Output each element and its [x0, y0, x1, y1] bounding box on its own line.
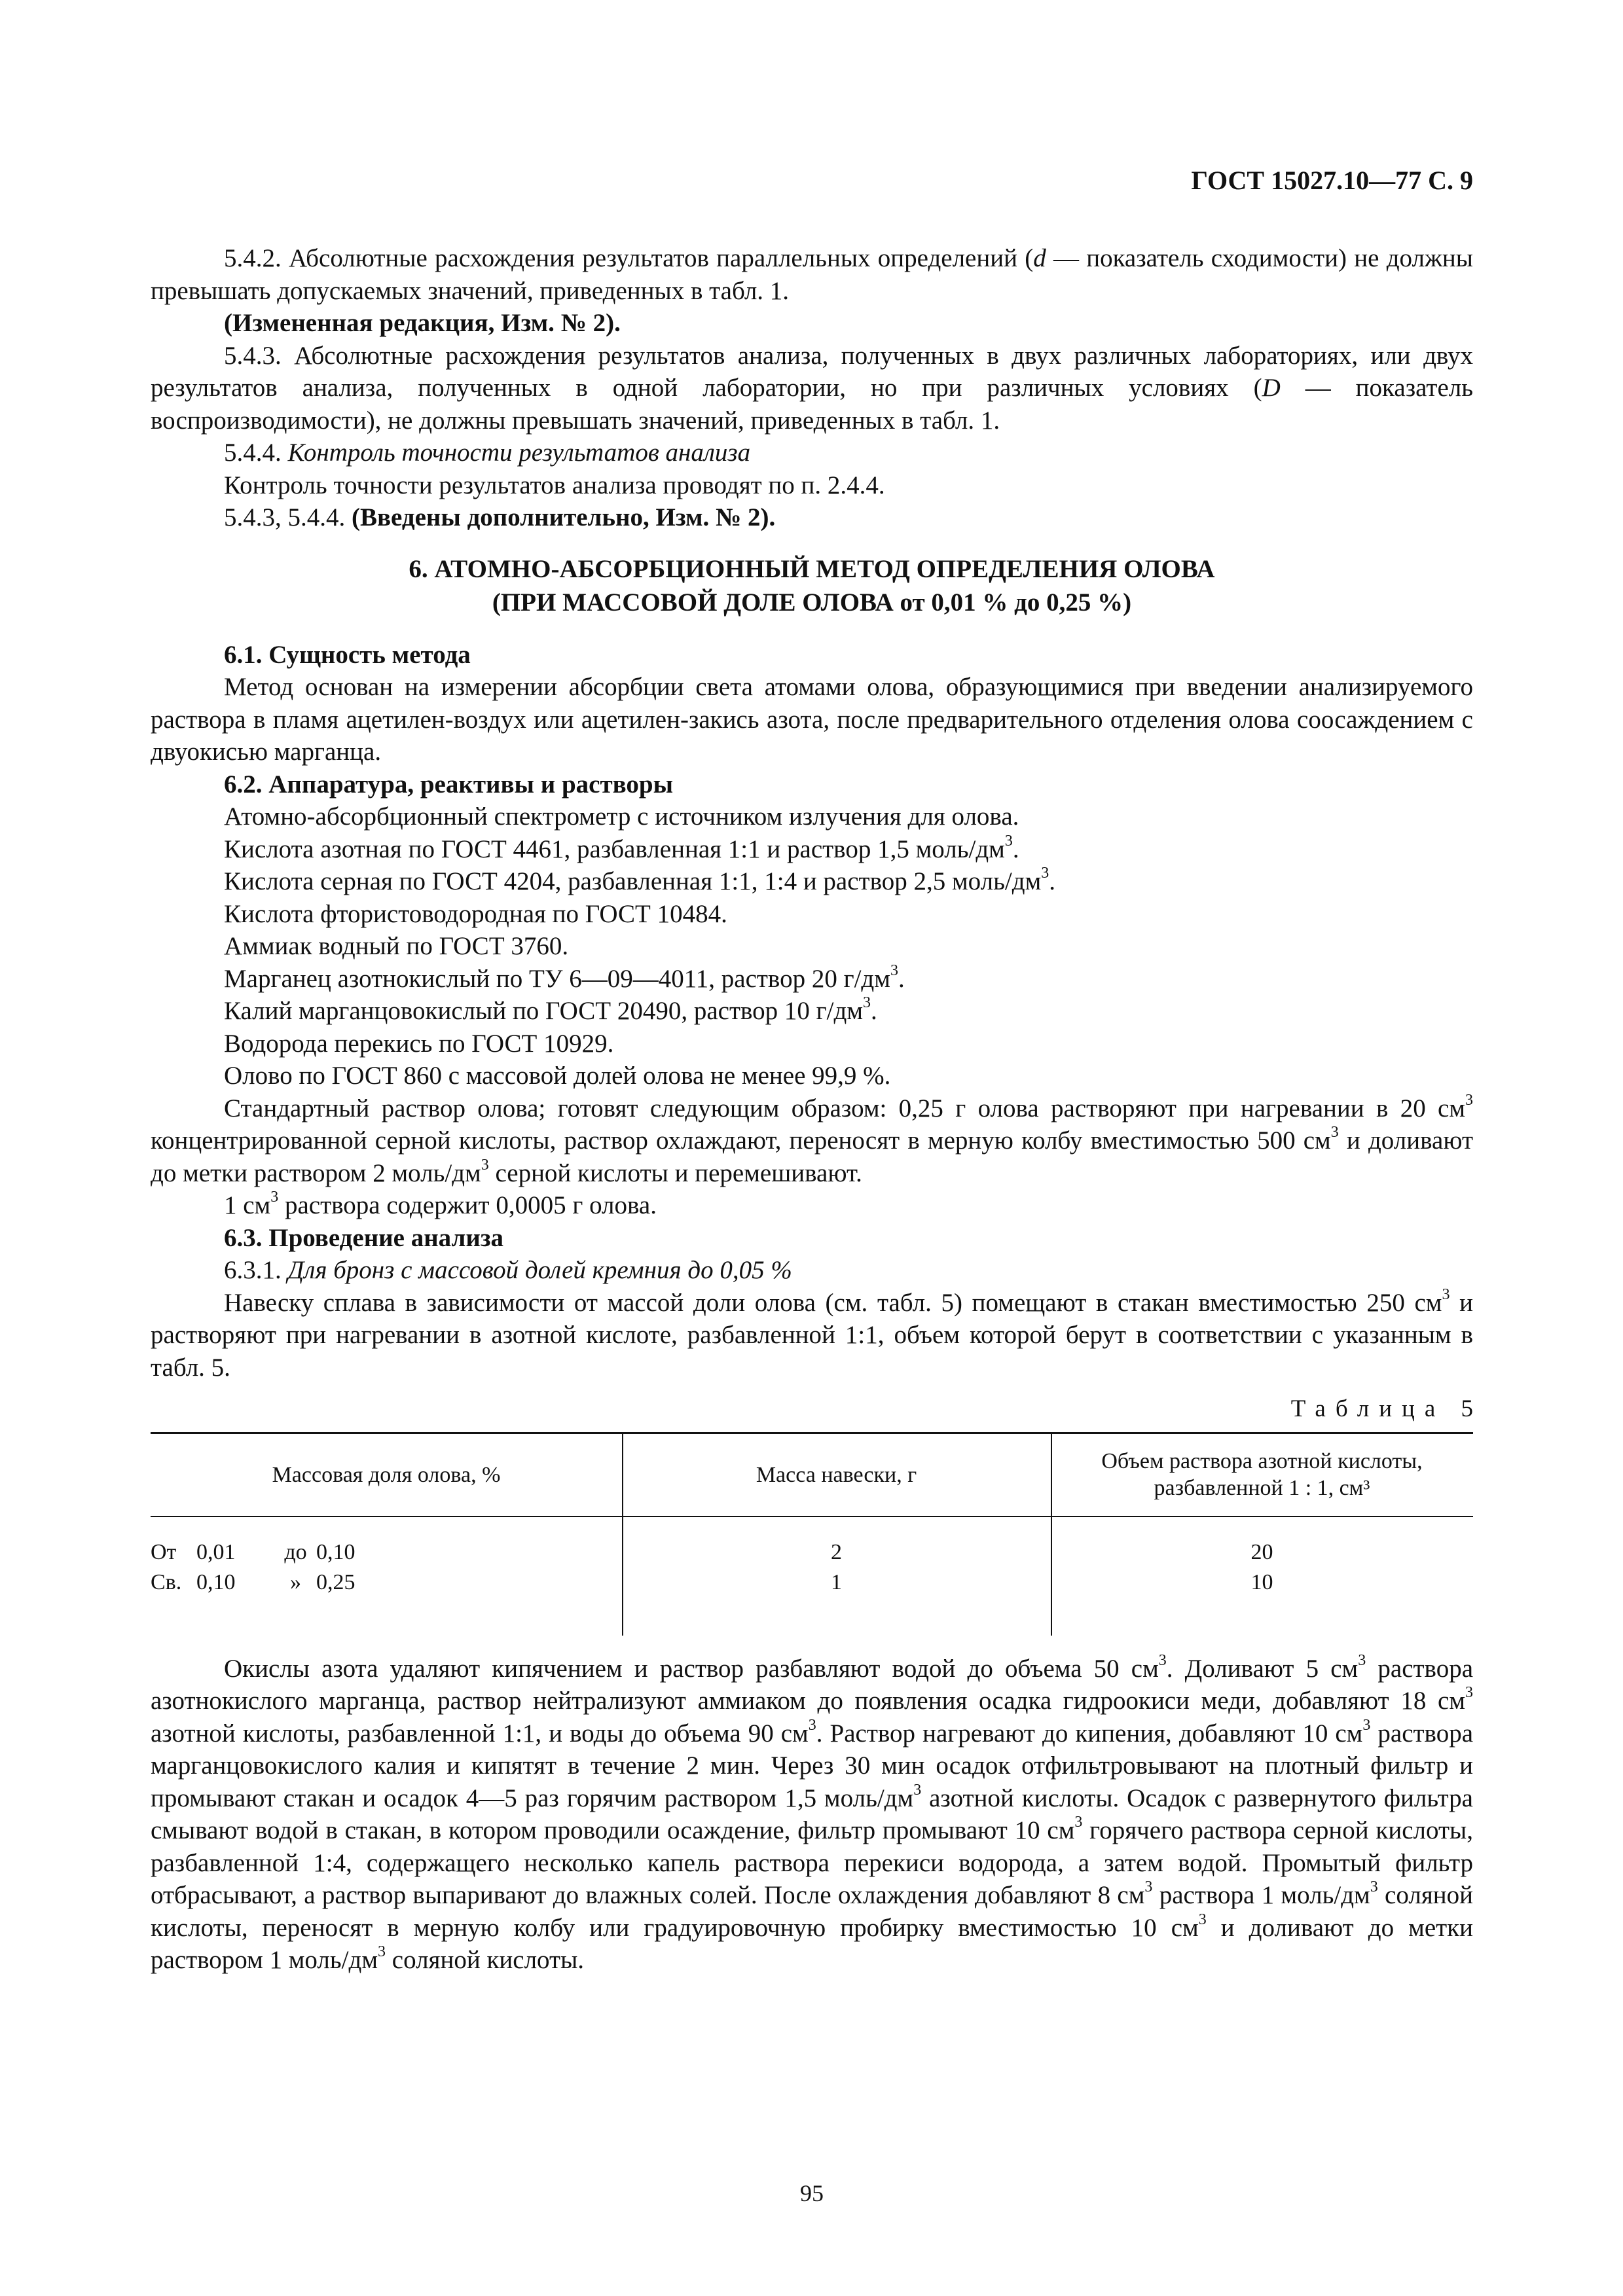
superscript: 3	[1074, 1814, 1083, 1831]
reagent-item	[151, 963, 1473, 996]
reagent-item: Водорода перекись по ГОСТ 10929.	[224, 1029, 614, 1058]
procedure-paragraph	[151, 1653, 1473, 1977]
table-row	[151, 1569, 1473, 1596]
reagent-item: Кислота фтористоводородная по ГОСТ 10484.	[224, 899, 727, 928]
superscript: 3	[913, 1781, 922, 1799]
table-5	[151, 1432, 1473, 1636]
text: — показатель воспроизводимости), не должны превышать значений, приведенных в табл. 1.	[151, 374, 1473, 435]
table-row	[151, 1539, 1473, 1566]
text: раствора азотнокислого марганца, раствор нейтрализуют аммиаком до появления осадка гидроокиси меди, добавляют 18 см	[151, 1654, 1474, 1715]
superscript: 3	[1004, 832, 1013, 850]
text: 5.4.3. Абсолютные расхождения результатов анализа, полученных в двух различных лабораториях, или двух результатов анализа, полученных в одной лаборатории, но при различных условиях (	[151, 341, 1473, 402]
table-cell: »	[290, 1570, 301, 1594]
text: соляной кислоты, переносят в мерную колбу или градуировочную пробирку вместимостью 10 см	[151, 1881, 1473, 1942]
amendment-note: (Измененная редакция, Изм. № 2).	[224, 309, 621, 337]
table-cell: 20	[1250, 1539, 1273, 1564]
amendment-note-2	[151, 501, 1473, 534]
superscript: 3	[1465, 1091, 1473, 1109]
superscript: 3	[1041, 865, 1049, 882]
text: и доливают до метки раствором 1 моль/дм	[151, 1913, 1473, 1974]
subsection-6-1-heading: 6.1. Сущность метода	[224, 640, 471, 669]
superscript: 3	[1358, 1651, 1366, 1669]
clause-number: 6.3.1.	[224, 1256, 288, 1284]
text: и растворяют при нагревании в азотной кислоте, разбавленной 1:1, объем которой берут в соответствии с указанным в табл. 5.	[151, 1288, 1473, 1382]
table-cell: 1	[831, 1570, 842, 1594]
amendment-text: (Введены дополнительно, Изм. № 2).	[352, 503, 776, 531]
table-header-sample-mass: Масса навески, г	[756, 1462, 917, 1487]
paragraph-5-4-4-heading	[151, 437, 1473, 469]
table-header-rule	[151, 1516, 1473, 1517]
paragraph-6-1: Метод основан на измерении абсорбции света атомами олова, образующимися при введении анализируемого раствора в пламя ацетилен-воздух или ацетилен-закись азота, после предварительного отделения олова соосаждением с двуокисью марганца.	[151, 673, 1473, 766]
table-header-acid-volume: Объем раствора азотной кислоты, разбавленной 1 : 1, см³	[1101, 1449, 1423, 1500]
paragraph-5-4-2	[151, 242, 1473, 307]
paragraph-5-4-3	[151, 340, 1473, 437]
text: соляной кислоты.	[386, 1946, 585, 1974]
table-header-tin-fraction: Массовая доля олова, %	[272, 1462, 501, 1487]
superscript: 3	[1370, 1878, 1378, 1895]
subsection-6-2-heading: 6.2. Аппаратура, реактивы и растворы	[224, 770, 674, 798]
clause-title: Контроль точности результатов анализа	[287, 439, 751, 467]
table-cell: 2	[831, 1539, 842, 1564]
paragraph-6-3-1-heading	[151, 1254, 1473, 1287]
text: Калий марганцовокислый по ГОСТ 20490, раствор 10 г/дм	[224, 997, 864, 1025]
text: .	[1012, 834, 1019, 863]
paragraph-5-4-4-text: Контроль точности результатов анализа проводят по п. 2.4.4.	[224, 471, 885, 499]
page-number: 95	[800, 2180, 824, 2206]
symbol-D: D	[1262, 374, 1281, 402]
subsection-6-3-heading: 6.3. Проведение анализа	[224, 1223, 504, 1252]
superscript: 3	[1330, 1124, 1339, 1141]
standard-solution-paragraph	[151, 1092, 1473, 1190]
text: Стандартный раствор олова; готовят следующим образом: 0,25 г олова растворяют при нагревании в 20 см	[224, 1094, 1465, 1122]
text: . Раствор нагревают до кипения, добавляют 10 см	[816, 1719, 1363, 1748]
text: . Доливают 5 см	[1166, 1654, 1359, 1683]
table-cell: 0,10	[316, 1539, 356, 1564]
superscript: 3	[1158, 1651, 1167, 1669]
superscript: 3	[1442, 1285, 1450, 1303]
superscript: 3	[1362, 1716, 1371, 1734]
table-cell: 0,01	[196, 1539, 236, 1564]
text: Марганец азотнокислый по ТУ 6—09—4011, раствор 20 г/дм	[224, 964, 890, 993]
text: — показатель сходимости) не должны превышать допускаемых значений, приведенных в табл. 1.	[151, 244, 1474, 305]
text: 5.4.2. Абсолютные расхождения результатов параллельных определений (	[224, 244, 1034, 272]
superscript: 3	[1144, 1878, 1153, 1895]
text: Кислота азотная по ГОСТ 4461, разбавленная 1:1 и раствор 1,5 моль/дм	[224, 834, 1005, 863]
clause-numbers: 5.4.3, 5.4.4.	[224, 503, 352, 531]
section-6-title	[151, 552, 1473, 619]
superscript: 3	[1465, 1684, 1473, 1701]
document-page	[151, 0, 1483, 2296]
text: азотной кислоты, разбавленной 1:1, и воды до объема 90 см	[151, 1719, 809, 1748]
text: и доливают до метки раствором 2 моль/дм	[151, 1126, 1473, 1187]
superscript: 3	[1198, 1910, 1207, 1928]
superscript: 3	[481, 1156, 489, 1174]
superscript: 3	[890, 961, 898, 979]
superscript: 3	[863, 994, 871, 1011]
section-title-line-2: (ПРИ МАССОВОЙ ДОЛЕ ОЛОВА от 0,01 % до 0,25 %)	[492, 588, 1132, 617]
document-body	[151, 242, 1483, 1977]
text: .	[898, 964, 905, 993]
table-cell: Св.	[151, 1570, 182, 1594]
text: Окислы азота удаляют кипячением и раствор разбавляют водой до объема 50 см	[224, 1654, 1159, 1683]
text: раствора 1 моль/дм	[1152, 1881, 1370, 1909]
reagent-item: Аммиак водный по ГОСТ 3760.	[224, 932, 569, 960]
superscript: 3	[378, 1943, 386, 1960]
superscript: 3	[270, 1189, 279, 1206]
text: 1 см	[224, 1191, 271, 1219]
text: концентрированной серной кислоты, раствор охлаждают, переносят в мерную колбу вместимостью 500 см	[151, 1126, 1331, 1155]
reagent-item: Олово по ГОСТ 860 с массовой долей олова не менее 99,9 %.	[224, 1062, 891, 1090]
table-cell: 0,25	[316, 1570, 356, 1594]
text: раствора марганцовокислого калия и кипятят в течение 2 мин. Через 30 мин осадок отфильтровывают на плотный фильтр и промывают стакан и осадок 4—5 раз горячим раствором 1,5 моль/дм	[151, 1719, 1474, 1812]
text: азотной кислоты. Осадок с развернутого фильтра смывают водой в стакан, в котором проводили осаждение, фильтр промывают 10 см	[151, 1784, 1473, 1844]
text: Кислота серная по ГОСТ 4204, разбавленная 1:1, 1:4 и раствор 2,5 моль/дм	[224, 867, 1042, 895]
standard-solution-note	[151, 1189, 1473, 1222]
text: горячего раствора серной кислоты, разбавленной 1:4, содержащего несколько капель раствора перекиси водорода, а затем водой. Промытый фильтр отбрасывают, а раствор выпаривают до влажных солей. После охлаждения добавляют 8 см	[151, 1816, 1473, 1909]
text: серной кислоты и перемешивают.	[488, 1158, 862, 1187]
text: раствора содержит 0,0005 г олова.	[278, 1191, 657, 1219]
reagent-item	[151, 865, 1473, 898]
clause-title: Для бронз с массовой долей кремния до 0,05 %	[287, 1256, 792, 1284]
symbol-d: d	[1033, 244, 1046, 272]
running-header: ГОСТ 15027.10—77 С. 9	[1191, 166, 1473, 195]
table-cell: 0,10	[196, 1570, 236, 1594]
clause-number: 5.4.4.	[224, 439, 288, 467]
paragraph-6-3-1	[151, 1287, 1473, 1384]
table-cell: От	[151, 1539, 177, 1564]
reagent-item	[151, 995, 1473, 1028]
text: Навеску сплава в зависимости от массой доли олова (см. табл. 5) помещают в стакан вместимостью 250 см	[224, 1288, 1442, 1317]
superscript: 3	[808, 1716, 816, 1734]
table-cell: до	[284, 1539, 307, 1564]
reagent-item: Атомно-абсорбционный спектрометр с источником излучения для олова.	[224, 802, 1019, 831]
text: .	[1049, 867, 1056, 895]
text: .	[871, 997, 877, 1025]
table-cell: 10	[1250, 1570, 1273, 1594]
table-5-label: Таблица 5	[1290, 1395, 1483, 1422]
section-title-line-1: 6. АТОМНО-АБСОРБЦИОННЫЙ МЕТОД ОПРЕДЕЛЕНИЯ ОЛОВА	[409, 554, 1215, 583]
reagent-item	[151, 833, 1473, 866]
